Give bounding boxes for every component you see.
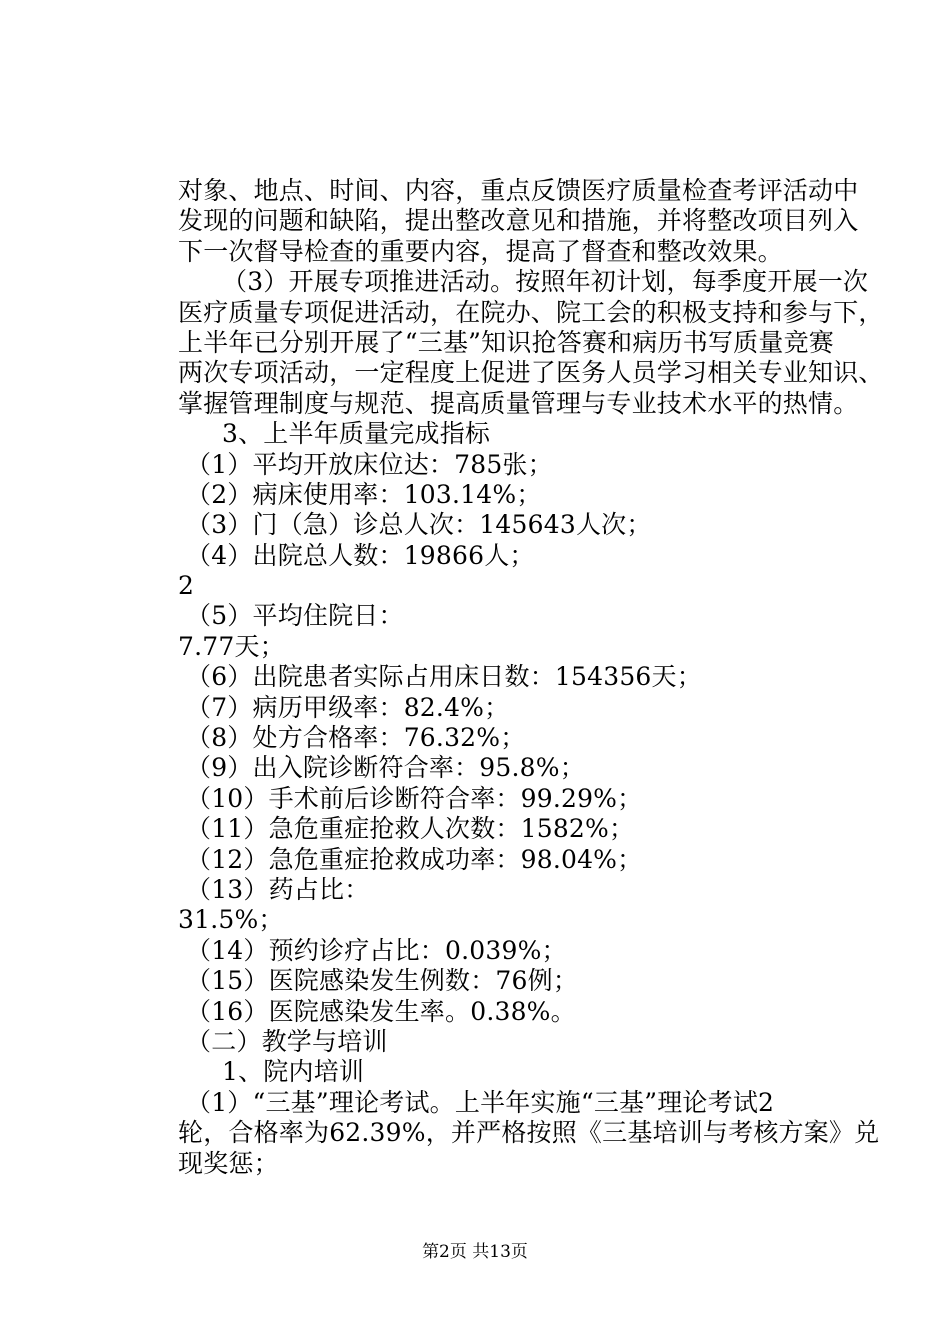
document-line: （16）医院感染发生率。0.38%。 <box>186 996 576 1026</box>
document-line: （1）“三基”理论考试。上半年实施“三基”理论考试2 <box>186 1087 775 1117</box>
document-line: 下一次督导检查的重要内容，提高了督查和整改效果。 <box>178 236 783 266</box>
document-line: （8）处方合格率：76.32%； <box>186 723 526 753</box>
document-line: 31.5%； <box>178 905 284 935</box>
document-line: （5）平均住院日： <box>186 601 404 631</box>
document-line: （2）病床使用率：103.14%； <box>186 479 542 509</box>
document-line: （13）药占比： <box>186 874 370 904</box>
document-line: （11）急危重症抢救人次数：1582%； <box>186 814 635 844</box>
document-line: 对象、地点、时间、内容，重点反馈医疗质量检查考评活动中 <box>178 176 859 205</box>
document-line: （二）教学与培训 <box>186 1026 388 1056</box>
document-line: （3）开展专项推进活动。按照年初计划，每季度开展一次 <box>222 267 869 297</box>
document-line: 轮，合格率为62.39%，并严格按照《三基培训与考核方案》兑 <box>178 1118 880 1148</box>
document-line: 7.77天； <box>178 631 285 661</box>
document-line: （6）出院患者实际占用床日数：154356天； <box>186 662 702 692</box>
document-body <box>178 176 884 1179</box>
document-line: 两次专项活动，一定程度上促进了医务人员学习相关专业知识、 <box>178 358 884 388</box>
document-line: 2 <box>178 571 195 601</box>
document-line: 掌握管理制度与规范、提高质量管理与专业技术水平的热情。 <box>178 388 859 418</box>
document-line: （3）门（急）诊总人次：145643人次； <box>186 510 652 540</box>
document-line: 上半年已分别开展了“三基”知识抢答赛和病历书写质量竞赛 <box>178 327 834 357</box>
document-line: （4）出院总人数：19866人； <box>186 540 535 570</box>
document-line: 发现的问题和缺陷，提出整改意见和措施，并将整改项目列入 <box>178 206 859 236</box>
document-line: 现奖惩； <box>178 1148 279 1178</box>
document-line: 1、院内培训 <box>222 1057 365 1087</box>
document-line: （1）平均开放床位达：785张； <box>186 449 553 479</box>
document-line: （10）手术前后诊断符合率：99.29%； <box>186 783 643 813</box>
document-line: （7）病历甲级率：82.4%； <box>186 692 510 722</box>
document-line: （15）医院感染发生例数：76例； <box>186 966 579 996</box>
page-footer: 第2页 共13页 <box>422 1242 528 1262</box>
document-line: 医疗质量专项促进活动，在院办、院工会的积极支持和参与下， <box>178 297 884 327</box>
document-line: （12）急危重症抢救成功率：98.04%； <box>186 844 643 874</box>
document-line: （9）出入院诊断符合率：95.8%； <box>186 753 585 783</box>
document-line: （14）预约诊疗占比：0.039%； <box>186 935 567 965</box>
document-line: 3、上半年质量完成指标 <box>222 419 491 449</box>
